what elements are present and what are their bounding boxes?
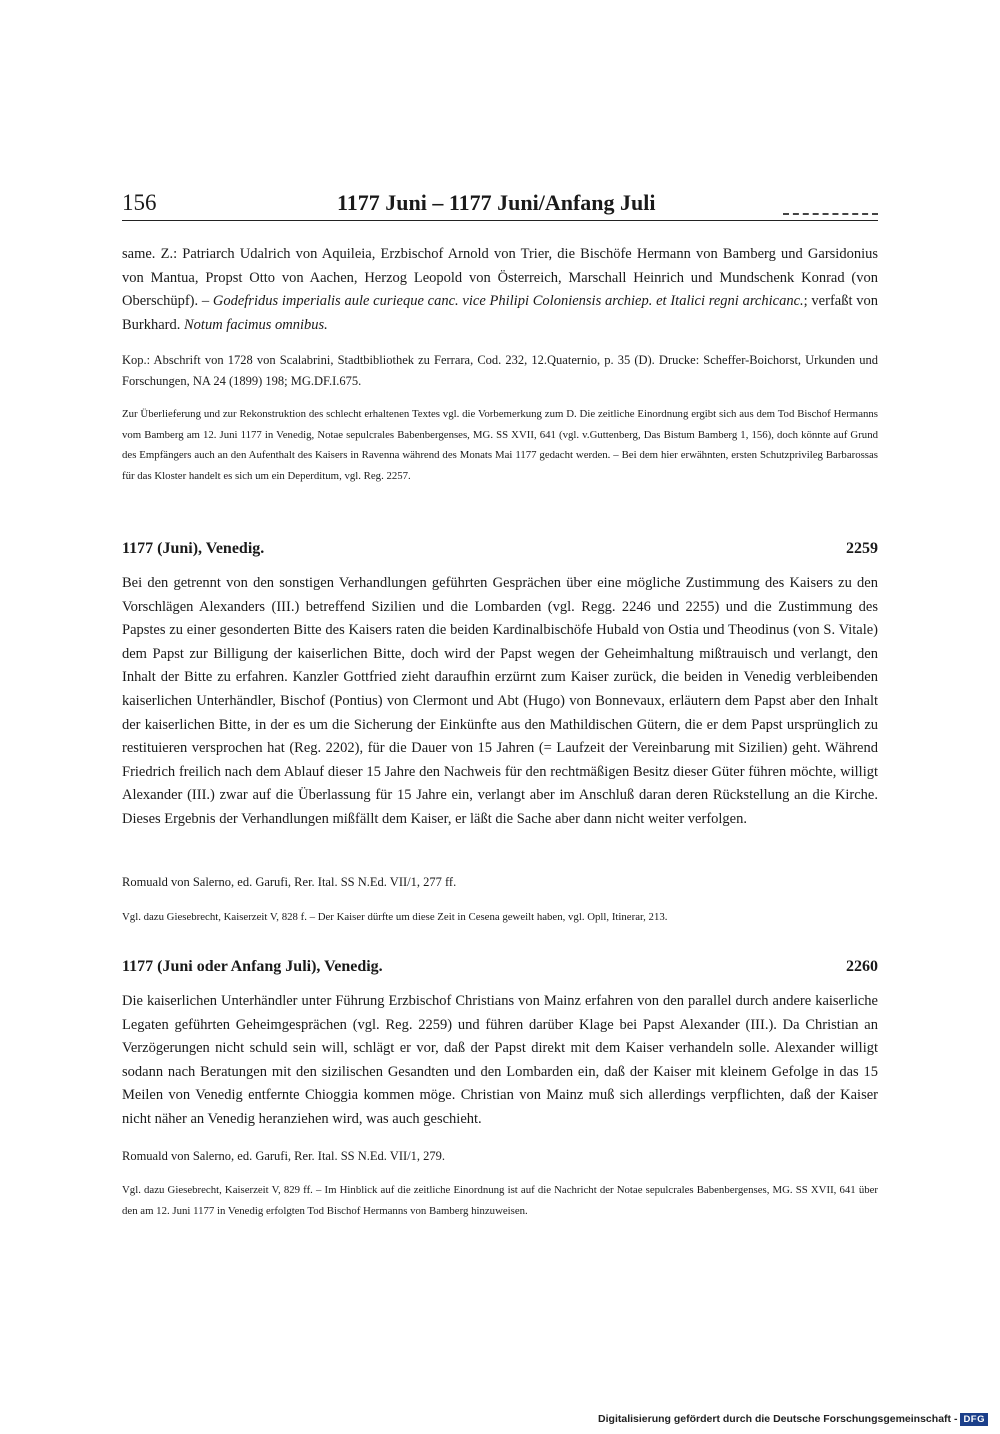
incipit: Notum facimus omnibus. bbox=[184, 316, 328, 333]
page-number: 156 bbox=[122, 190, 157, 215]
prev-entry-note: Zur Überlieferung und zur Rekonstruktion des schlecht erhaltenen Textes vgl. die Vorbemerkung zum D. Die zeitliche Einordnung ergibt sich aus dem Tod Bischof Hermanns vom Bamberg am 12. Juni 1177 in Venedig, Notae sepulcrales Babenbergenses, MG. SS XVII, 641 (vgl. v.Guttenberg, Das Bistum Bamberg 1, 156), doch könnte auf Grund des Empfängers auch an den Aufenthalt des Kaisers in Ravenna während des Monats Mai 1177 gedacht werden. – Bei dem hier erwähnten, ersten Schutzprivileg Barbarossas für das Kloster handelt es sich um ein Deperditum, vgl. Reg. 2257. bbox=[122, 408, 878, 482]
entry-date-place: 1177 (Juni), Venedig. bbox=[122, 540, 265, 557]
prev-entry-text-middle: ; verfaßt von Burkhard. bbox=[122, 293, 878, 333]
entry-body-2260: Die kaiserlichen Unterhändler unter Führung Erzbischof Christians von Mainz erfahren von den parallel durch andere kaiserliche Legaten geführten Geheimgesprächen (vgl. Reg. 2259) und führen darüber Klage bei Papst Alexander (III.). Da Christian an Verzögerungen nicht schuld sein will, schlägt er vor, daß der Papst direkt mit dem Kaiser verhandeln solle. Alexander willigt sodann nach Beratungen mit den sizilischen Gesandten und den Lombarden ein, daß der Kaiser mit kleinem Gefolge in das 15 Meilen von Venedig entfernte Chioggia kommen möge. Christian von Mainz muß sich allerdings verpflichten, daß der Kaiser nicht näher an Venedig heranziehen wird, was auch geschieht. bbox=[122, 993, 878, 1127]
running-head-title: 1177 Juni – 1177 Juni/Anfang Juli bbox=[337, 190, 656, 215]
chancery-formula: Godefridus imperialis aule curieque canc. vice Philipi Coloniensis archiep. et Italici regni archicanc. bbox=[212, 293, 804, 310]
entry-sources-2260: Romuald von Salerno, ed. Garufi, Rer. Ital. SS N.Ed. VII/1, 279. bbox=[122, 1149, 445, 1163]
entry-heading-2259 bbox=[122, 540, 878, 564]
prev-entry-sources: Kop.: Abschrift von 1728 von Scalabrini, Stadtbibliothek zu Ferrara, Cod. 232, 12.Quaternio, p. 35 (D). Drucke: Scheffer-Boichorst, Urkunden und Forschungen, NA 24 (1899) 198; MG.DF.I.675. bbox=[122, 353, 878, 388]
entry-heading-2260 bbox=[122, 958, 878, 982]
entry-number: 2259 bbox=[846, 540, 878, 557]
running-head bbox=[122, 186, 878, 222]
prev-entry-text-start: same. Z.: Patriarch Udalrich von Aquileia, Erzbischof Arnold von Trier, die Bischöfe Hermann von Bamberg und Garsidonius von Mantua, Propst Otto von Aachen, Herzog Leopold von Österreich, Marschall Heinrich und Mundschenk Konrad (von Oberschüpf). – bbox=[122, 246, 878, 310]
entry-sources-2259: Romuald von Salerno, ed. Garufi, Rer. Ital. SS N.Ed. VII/1, 277 ff. bbox=[122, 875, 457, 889]
dfg-logo: DFG bbox=[960, 1413, 988, 1426]
document-page bbox=[122, 0, 878, 1434]
entry-note-2260: Vgl. dazu Giesebrecht, Kaiserzeit V, 829 ff. – Im Hinblick auf die zeitliche Einordnung ist auf die Nachricht der Notae sepulcrales Babenbergenses, MG. SS XVII, 641 über den am 12. Juni 1177 in Venedig erfolgten Tod Bischof Hermanns von Bamberg hinzuweisen. bbox=[122, 1184, 878, 1217]
entry-body-2259: Bei den getrennt von den sonstigen Verhandlungen geführten Gesprächen über eine mögliche Zustimmung des Kaisers zu den Vorschlägen Alexanders (III.) betreffend Sizilien und die Lombarden (vgl. Regg. 2246 und 2255) und die Zustimmung des Papstes zu einer gesonderten Bitte des Kaisers raten die beiden Kardinalbischöfe Hubald von Ostia und Theodinus (von S. Vitale) dem Papst zur Billigung der kaiserlichen Bitte, doch wird der Papst wegen der Geheimhaltung mißtrauisch und verlangt, den Inhalt der Bitte zu erfahren. Kanzler Gottfried zieht daraufhin erzürnt zum Kaiser zurück, die beiden in Venedig verbleibenden kaiserlichen Unterhändler, Bischof (Pontius) von Clermont und Abt (Hugo) von Bonnevaux, erläutern dem Papst aber den Inhalt der kaiserlichen Bitte, in der es um die Sicherung der Einkünfte aus den Mathildischen Gütern, die er dem Papst ursprünglich zu restituieren versprochen hat (Reg. 2202), für die Dauer von 15 Jahren (= Laufzeit der Vereinbarung mit Sizilien) geht. Während Friedrich freilich nach dem Ablauf dieser 15 Jahre den Nachweis für den rechtmäßigen Besitz dieser Güter führen möchte, willigt Alexander (III.) zwar auf die Überlassung für 15 Jahre ein, verlangt aber im Anschluß daran deren Rückstellung an die Kirche. Dieses Ergebnis der Verhandlungen mißfällt dem Kaiser, er läßt die Sache aber dann nicht weiter verfolgen. bbox=[122, 575, 878, 827]
funding-footer bbox=[598, 1413, 988, 1426]
entry-number: 2260 bbox=[846, 958, 878, 975]
running-head-dashes bbox=[783, 213, 878, 215]
entry-date-place: 1177 (Juni oder Anfang Juli), Venedig. bbox=[122, 958, 383, 975]
entry-note-2259: Vgl. dazu Giesebrecht, Kaiserzeit V, 828 f. – Der Kaiser dürfte um diese Zeit in Cesena geweilt haben, vgl. Opll, Itinerar, 213. bbox=[122, 911, 668, 923]
funding-text: Digitalisierung gefördert durch die Deutsche Forschungsgemeinschaft - bbox=[598, 1413, 958, 1425]
prev-entry-text bbox=[122, 243, 878, 337]
running-head-rule bbox=[122, 220, 878, 221]
